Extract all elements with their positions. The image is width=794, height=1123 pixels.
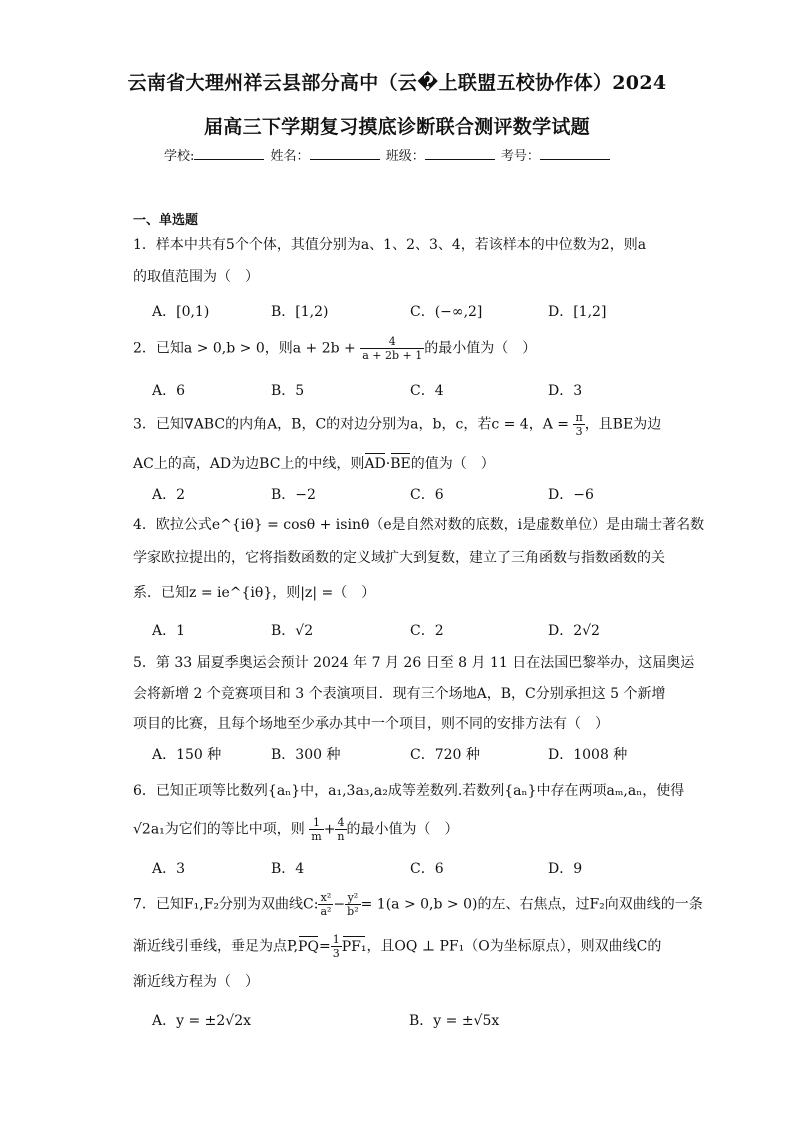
q4-option-d[interactable]: D．2√2 [548, 623, 600, 639]
q6-option-b[interactable]: B．4 [271, 861, 305, 877]
q6-frac2-num: 4 [335, 816, 346, 830]
q4-option-b[interactable]: B．√2 [271, 623, 314, 639]
q6-frac2-den: n [337, 830, 345, 843]
q1-option-b[interactable]: B．[1,2) [271, 304, 329, 320]
q2-number: 2． [133, 340, 156, 357]
q6-option-a[interactable]: A．3 [152, 861, 186, 877]
q7-text2-post: ，且OQ ⊥ PF₁（O为坐标原点），则双曲线C的 [366, 938, 662, 955]
q4-option-a[interactable]: A．1 [152, 623, 186, 639]
q3-option-d[interactable]: D．−6 [548, 487, 594, 503]
q6-frac1-num: 1 [309, 816, 323, 830]
q6-option-c[interactable]: C．6 [410, 861, 444, 877]
section-heading: 一、单选题 [133, 213, 199, 228]
q5-line2: 会将新增 2 个竞赛项目和 3 个表演项目．现有三个场地A，B，C分别承担这 5 个新增 [133, 686, 666, 702]
q7-frac2-den: b² [347, 905, 359, 918]
q7-number: 7． [133, 896, 156, 913]
q1-text: 样本中共有5个个体，其值分别为a、1、2、3、4，若该样本的中位数为2，则a [155, 237, 647, 253]
q7-fraction1 [318, 891, 333, 918]
q2-option-a[interactable]: A．6 [152, 383, 186, 399]
q3-line2 [133, 453, 495, 473]
q1-number: 1． [133, 237, 156, 253]
q6-fraction1 [309, 816, 323, 843]
q3-option-b[interactable]: B．−2 [271, 487, 316, 503]
q7-frac1-den: a² [320, 905, 332, 918]
q7-text2-pre: 渐近线引垂线，垂足为点P, [133, 938, 299, 955]
q2-text-post: 的最小值为（ ） [424, 340, 537, 357]
q2-option-d[interactable]: D．3 [548, 383, 583, 399]
q2-frac-den: a + 2b + 1 [362, 349, 423, 362]
q4-line3: 系．已知z = ie^{iθ}，则|z| =（ ） [133, 585, 376, 601]
q2-frac-num: 4 [360, 335, 424, 349]
q7-frac3-den: 3 [332, 947, 340, 960]
name-blank[interactable] [310, 147, 380, 160]
q3-text-pre: 已知∇ABC的内角A，B，C的对边分别为a，b，c，若c = 4，A = [155, 416, 569, 433]
q2-option-b[interactable]: B．5 [271, 383, 305, 399]
q2-option-c[interactable]: C．4 [410, 383, 444, 399]
q7-vector-pf1: PF₁ [341, 938, 367, 955]
school-label: 学校: [164, 149, 195, 164]
q2-line1 [133, 335, 536, 362]
q1-option-a[interactable]: A．[0,1) [152, 304, 210, 320]
q4-text: 欧拉公式e^{iθ} = cosθ + isinθ（e是自然对数的底数，i是虚数单位）是由瑞士著名数 [155, 517, 705, 533]
q6-fraction2 [335, 816, 346, 843]
q1-option-d[interactable]: D．[1,2] [548, 304, 607, 320]
q6-text: 已知正项等比数列{aₙ}中，a₁,3a₃,a₂成等差数列.若数列{aₙ}中存在两项aₘ,aₙ，使得 [155, 783, 685, 799]
q5-line1 [133, 652, 694, 672]
class-label: 班级： [385, 149, 425, 164]
q3-fraction [573, 411, 584, 438]
q7-frac2-num: y² [345, 891, 360, 905]
q7-text-post: = 1(a > 0,b > 0)的左、右焦点，过F₂向双曲线的一条 [360, 896, 703, 913]
q6-number: 6． [133, 783, 156, 799]
q3-option-a[interactable]: A．2 [152, 487, 186, 503]
q3-text-post: ，且BE为边 [584, 416, 662, 433]
q2-text-pre: 已知a > 0,b > 0，则a + 2b + [155, 340, 356, 357]
q7-line1 [133, 891, 703, 918]
exam-no-label: 考号： [500, 149, 540, 164]
q4-line1 [133, 514, 704, 534]
q6-frac1-den: m [311, 830, 322, 843]
q3-frac-den: 3 [575, 425, 583, 438]
student-info-fields [164, 145, 612, 164]
q6-option-d[interactable]: D．9 [548, 861, 583, 877]
class-blank[interactable] [425, 147, 495, 160]
q7-frac3-num: 1 [332, 933, 340, 946]
q5-option-c[interactable]: C．720 种 [410, 747, 480, 763]
q4-number: 4． [133, 517, 156, 533]
q7-option-b[interactable]: B．y = ±√5x [409, 1013, 500, 1029]
q7-line3: 渐近线方程为（ ） [133, 974, 259, 990]
name-label: 姓名： [270, 149, 310, 164]
q3-text2-pre: AC上的高，AD为边BC上的中线，则 [133, 456, 365, 472]
q5-option-a[interactable]: A．150 种 [152, 747, 222, 763]
q7-fraction3 [331, 933, 342, 960]
exam-no-blank[interactable] [540, 147, 610, 160]
q5-option-d[interactable]: D．1008 种 [548, 747, 628, 763]
q2-fraction [360, 335, 424, 362]
q3-option-c[interactable]: C．6 [410, 487, 444, 503]
q1-line1 [133, 234, 646, 254]
q6-line2 [133, 816, 459, 843]
q6-text2-post: 的最小值为（ ） [346, 821, 459, 838]
q7-minus: − [333, 896, 346, 913]
q4-line2: 学家欧拉提出的，它将指数函数的定义域扩大到复数，建立了三角函数与指数函数的关 [133, 550, 665, 566]
q6-plus: + [323, 821, 336, 838]
q7-fraction2 [345, 891, 360, 918]
q3-vector-ad: AD [364, 456, 386, 472]
q5-option-b[interactable]: B．300 种 [271, 747, 341, 763]
q1-option-c[interactable]: C．(−∞,2] [410, 304, 483, 320]
q3-dot: · [385, 456, 391, 472]
q1-line2: 的取值范围为（ ） [133, 269, 259, 285]
q5-text: 第 33 届夏季奥运会预计 2024 年 7 月 26 日至 8 月 11 日在法国巴黎举办，这届奥运 [155, 655, 695, 671]
q5-number: 5． [133, 655, 156, 671]
q6-text2-pre: √2a₁为它们的等比中项，则 [133, 821, 305, 838]
q7-line2 [133, 933, 661, 960]
q3-text2-post: 的值为（ ） [410, 456, 495, 472]
q7-text-pre: 已知F₁,F₂分别为双曲线C: [155, 896, 319, 913]
q3-frac-num: π [575, 411, 583, 424]
school-blank[interactable] [194, 147, 264, 160]
q7-frac1-num: x² [318, 891, 333, 905]
q7-eq: = [318, 938, 331, 955]
exam-title-line1: 云南省大理州祥云县部分高中（云�上联盟五校协作体）2024 [127, 72, 667, 94]
q7-vector-pq: PQ [298, 938, 319, 955]
exam-title-line2: 届高三下学期复习摸底诊断联合测评数学试题 [203, 116, 590, 138]
q7-option-a[interactable]: A．y = ±2√2x [152, 1013, 252, 1029]
q4-option-c[interactable]: C．2 [410, 623, 444, 639]
q3-line1 [133, 411, 661, 438]
q5-line3: 项目的比赛，且每个场地至少承办其中一个项目，则不同的安排方法有（ ） [133, 716, 609, 732]
q3-number: 3． [133, 416, 156, 433]
q6-line1 [133, 780, 684, 800]
q3-vector-be: BE [390, 456, 411, 472]
